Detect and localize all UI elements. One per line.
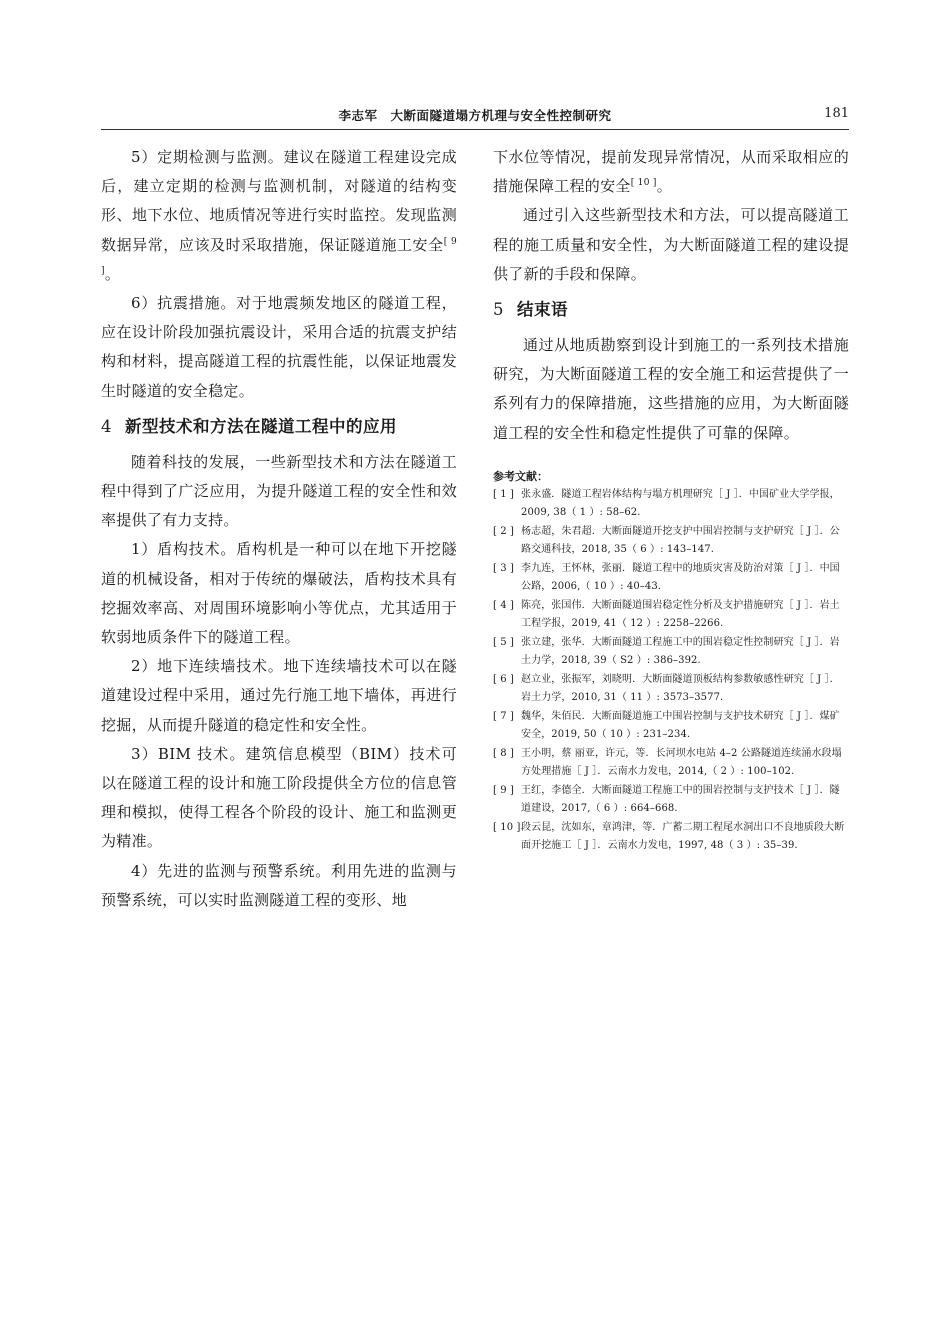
paragraph-text: 5）定期检测与监测。建议在隧道工程建设完成后，建立定期的检测与监测机制，对隧道的结构变形、地下水位、地质情况等进行实时监控。发现监测数据异常，应该及时采取措施，保证隧道施工安全 (101, 148, 457, 254)
paragraph-warning-cont (493, 143, 849, 201)
reference-text: 张永盛．隧道工程岩体结构与塌方机理研究［ J ］．中国矿业大学学报，2009, 38（ 1 ）: 58–62. (521, 488, 840, 519)
reference-number: [ 2 ] (493, 525, 515, 537)
paragraph-end: 。 (104, 264, 121, 283)
reference-item (493, 597, 849, 634)
paragraph-bim: 3）BIM 技术。建筑信息模型（BIM）技术可以在隧道工程的设计和施工阶段提供全方位的信息管理和模拟，使得工程各个阶段的设计、施工和监测更为精准。 (101, 744, 457, 851)
reference-item (493, 782, 849, 819)
paragraph-intro-tech: 随着科技的发展，一些新型技术和方法在隧道工程中得到了广泛应用，为提升隧道工程的安全性和效率提供了有力支持。 (101, 452, 457, 530)
section-number: 5 (493, 300, 504, 320)
running-header (101, 104, 849, 126)
reference-text: 王小明，蔡 丽亚，许元，等．长河坝水电站 4–2 公路隧道连续涌水段塌方处理措施［ J ］．云南水力发电，2014,（ 2 ）: 100–102. (521, 747, 842, 778)
reference-item (493, 819, 849, 856)
paragraph-warning-system: 4）先进的监测与预警系统。利用先进的监测与预警系统，可以实时监测隧道工程的变形、地 (101, 861, 457, 909)
citation-10[interactable]: [ 10 ] (630, 178, 657, 189)
section-heading-5 (493, 295, 849, 325)
reference-item (493, 486, 849, 523)
section-heading-4 (101, 412, 457, 442)
reference-item (493, 671, 849, 708)
paragraph-summary-tech: 通过引入这些新型技术和方法，可以提高隧道工程的施工质量和安全性，为大断面隧道工程的建设提供了新的手段和保障。 (493, 206, 849, 283)
reference-number: [ 3 ] (493, 562, 515, 574)
reference-text: 赵立业，张振军，刘晓明．大断面隧道顶板结构参数敏感性研究［ J ］．岩土力学，2010, 31（ 11 ）: 3573–3577. (521, 673, 840, 704)
reference-text: 杨志超，朱君超．大断面隧道开挖支护中围岩控制与支护研究［ J ］．公路交通科技，2018, 35（ 6 ）: 143–147. (521, 525, 840, 556)
reference-item (493, 523, 849, 560)
reference-number: [ 8 ] (493, 747, 515, 759)
reference-number: [ 5 ] (493, 636, 515, 648)
reference-number: [ 6 ] (493, 673, 515, 685)
paragraph-seismic: 6）抗震措施。对于地震频发地区的隧道工程，应在设计阶段加强抗震设计，采用合适的抗震支护结构和材料，提高隧道工程的抗震性能，以保证地震发生时隧道的安全稳定。 (101, 294, 457, 400)
reference-list (493, 486, 849, 856)
paragraph-diaphragm-wall: 2）地下连续墙技术。地下连续墙技术可以在隧道建设过程中采用，通过先行施工地下墙体，再进行挖掘，从而提升隧道的稳定性和安全性。 (101, 657, 457, 734)
reference-item (493, 708, 849, 745)
paragraph-text: 下水位等情况，提前发现异常情况，从而采取相应的措施保障工程的安全 (493, 148, 849, 196)
running-title: 李志军 大断面隧道塌方机理与安全性控制研究 (338, 108, 612, 123)
references-title: 参考文献： (493, 469, 548, 483)
paragraph-end: 。 (656, 177, 673, 196)
reference-item (493, 745, 849, 782)
reference-text: 陈亮，张国伟．大断面隧道围岩稳定性分析及支护措施研究［ J ］．岩土工程学报，2019, 41（ 12 ）: 2258–2266. (521, 599, 840, 630)
right-column (493, 143, 849, 856)
reference-number: [ 7 ] (493, 710, 515, 722)
reference-number: [ 4 ] (493, 599, 515, 611)
section-title: 新型技术和方法在隧道工程中的应用 (125, 416, 397, 436)
reference-number: [ 1 ] (493, 488, 515, 500)
reference-text: 段云昆，沈如东，章鸿津，等．广蓄二期工程尾水洞出口不良地质段大断面开挖施工［ J ］．云南水力发电，1997, 48（ 3 ）: 35–39. (521, 821, 845, 852)
section-number: 4 (101, 416, 112, 436)
page-number: 181 (824, 106, 849, 121)
reference-number: [ 9 ] (493, 784, 515, 796)
paragraph-shield: 1）盾构技术。盾构机是一种可以在地下开挖隧道的机械设备，相对于传统的爆破法，盾构技术具有挖掘效率高、对周围环境影响小等优点，尤其适用于软弱地质条件下的隧道工程。 (101, 540, 457, 647)
reference-item (493, 634, 849, 671)
reference-text: 王红，李德全．大断面隧道工程施工中的围岩控制与支护技术［ J ］．隧道建设，2017,（ 6 ）: 664–668. (521, 784, 840, 815)
header-rule (101, 129, 849, 130)
citation-9[interactable]: [ 9 ] (101, 236, 457, 276)
reference-text: 张立建，张华．大断面隧道工程施工中的围岩稳定性控制研究［ J ］．岩土力学，2018, 39（ S2 ）: 386–392. (521, 636, 840, 667)
reference-item (493, 560, 849, 597)
paragraph-monitoring (101, 143, 457, 289)
paragraph-conclusion: 通过从地质勘察到设计到施工的一系列技术措施研究，为大断面隧道工程的安全施工和运营提供了一系列有力的保障措施，这些措施的应用，为大断面隧道工程的安全性和稳定性提供了可靠的保障。 (493, 336, 849, 442)
reference-number: [ 10 ] (493, 821, 521, 833)
left-column (101, 143, 457, 915)
reference-text: 李九连，王怀林，张丽．隧道工程中的地质灾害及防治对策［ J ］．中国公路，2006,（ 10 ）: 40–43. (521, 562, 840, 593)
reference-text: 魏华，朱佰民．大断面隧道施工中围岩控制与支护技术研究［ J ］．煤矿安全，2019, 50（ 10 ）: 231–234. (521, 710, 840, 741)
section-title: 结束语 (517, 300, 568, 320)
